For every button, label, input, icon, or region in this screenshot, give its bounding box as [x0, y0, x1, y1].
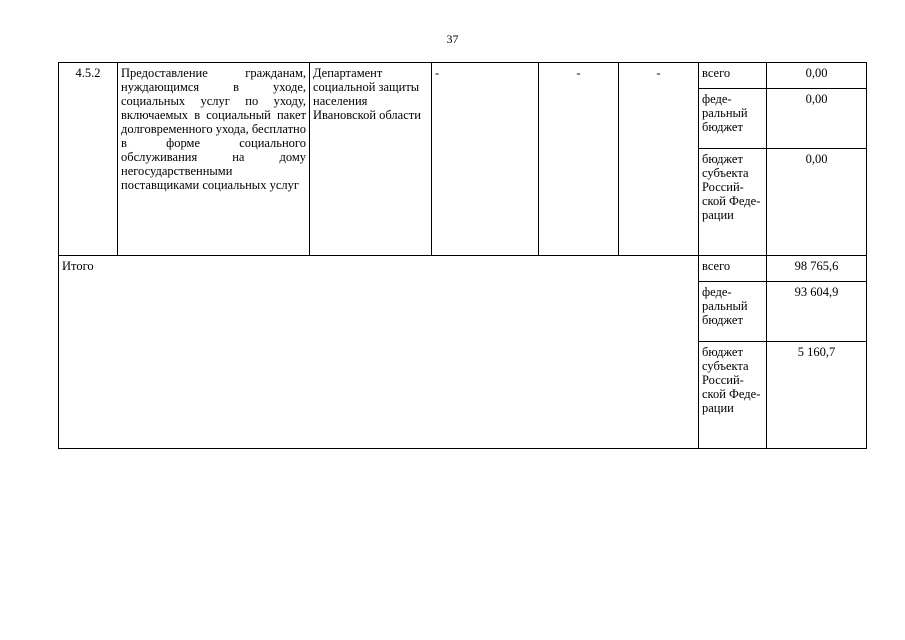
- row-description: Предоставление гражданам, нуждающимся в уходе, социальных услуг по уходу, включаемых в социальный пакет долговременного ухода, бесплатно в форме социального обслуживания на дому негосударственными поставщиками социальных услуг: [118, 63, 310, 256]
- page-number: 37: [446, 32, 459, 46]
- row-col6: -: [619, 63, 699, 256]
- row-executor: Департамент социальной защиты населения Ивановской области: [310, 63, 432, 256]
- funding-value: 0,00: [767, 149, 867, 256]
- row-number: 4.5.2: [59, 63, 118, 256]
- funding-value: 98 765,6: [767, 256, 867, 282]
- funding-value: 93 604,9: [767, 282, 867, 342]
- funding-value: 0,00: [767, 63, 867, 89]
- funding-source: всего: [699, 63, 767, 89]
- row-col5: -: [539, 63, 619, 256]
- row-col4: -: [432, 63, 539, 256]
- funding-source: бюджет субъекта Россий-ской Феде-рации: [699, 149, 767, 256]
- funding-value: 0,00: [767, 89, 867, 149]
- funding-source: всего: [699, 256, 767, 282]
- funding-source: феде-ральный бюджет: [699, 89, 767, 149]
- funding-source: феде-ральный бюджет: [699, 282, 767, 342]
- funding-value: 5 160,7: [767, 342, 867, 449]
- total-row: [59, 256, 867, 282]
- funding-source: бюджет субъекта Россий-ской Феде-рации: [699, 342, 767, 449]
- program-table: [58, 62, 867, 449]
- total-label: Итого: [59, 256, 699, 449]
- table-row: [59, 63, 867, 89]
